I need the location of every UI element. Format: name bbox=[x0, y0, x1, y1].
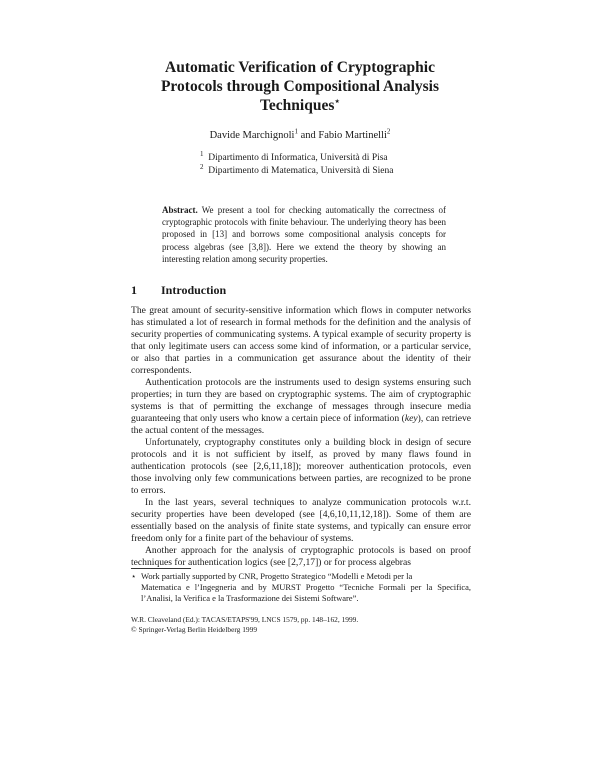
author-1-affil-ref: 1 bbox=[294, 127, 298, 136]
author-1-name: Davide Marchignoli bbox=[209, 130, 295, 141]
title-line-2: Protocols through Compositional Analysis bbox=[160, 78, 440, 95]
footnote bbox=[131, 571, 471, 604]
footnote-line-1 bbox=[131, 571, 471, 582]
section-heading-introduction bbox=[131, 283, 226, 298]
paragraph-3: Unfortunately, cryptography constitutes only a building block in design of secure protocols and it is not sufficient by itself, as proved by many flaws found in authentication protocols (see [2,6,11,18]); moreover authentication protocols, even those involving only few communications between parties, are recognized to be prone to errors. bbox=[131, 437, 471, 496]
footnote-rest: Matematica e l’Ingegneria and by MURST Progetto “Tecniche Formali per la Specifica, l’Analisi, la Verifica e la Trasformazione dei Sistemi Software”. bbox=[141, 582, 471, 603]
author-list bbox=[100, 127, 500, 141]
publication-imprint bbox=[131, 615, 471, 634]
footnote-marker: ⋆ bbox=[131, 571, 137, 581]
affiliation-2 bbox=[200, 162, 500, 178]
introduction-body bbox=[131, 305, 471, 569]
imprint-line-2: © Springer-Verlag Berlin Heidelberg 1999 bbox=[131, 624, 258, 634]
abstract-text: We present a tool for checking automatically the correctness of cryptographic protocols with finite behaviour. The underlying theory has been proposed in [13] and borrows some compositional analysis concepts for process algebras (see [3,8]). Here we extend the theory by showing an interesting relation among security properties. bbox=[162, 205, 446, 264]
author-2-name: Fabio Martinelli bbox=[318, 130, 387, 141]
title-line-1: Automatic Verification of Cryptographic bbox=[165, 59, 435, 76]
paragraph-2-key-term: key bbox=[404, 413, 418, 424]
paragraph-1: The great amount of security-sensitive information which flows in computer networks has stimulated a lot of research in formal methods for the definition and the analysis of security properties of communicating systems. A typical example of security property is that only legitimate users can access some kind of information, or a particular service, or also that parties in a communication get assurance about the identity of their correspondents. bbox=[131, 305, 471, 376]
abstract-label: Abstract. bbox=[162, 205, 198, 215]
footnote-line-1-text: Work partially supported by CNR, Progetto Strategico “Modelli e Metodi per la bbox=[141, 571, 413, 581]
paragraph-2 bbox=[131, 377, 471, 437]
affiliation-2-number: 2 bbox=[200, 162, 204, 171]
abstract bbox=[162, 204, 446, 265]
title-line-3 bbox=[100, 96, 500, 115]
affiliations bbox=[200, 149, 500, 178]
affiliation-1-text: Dipartimento di Informatica, Università di Pisa bbox=[208, 153, 388, 163]
affiliation-1-number: 1 bbox=[200, 149, 204, 158]
section-number: 1 bbox=[131, 283, 137, 297]
title-footnote-marker: ⋆ bbox=[334, 95, 340, 106]
paragraph-2-part-a: Authentication protocols are the instruments used to design systems ensuring such properties; in turn they are based on cryptographic systems. The aim of cryptographic systems is that of permitting the exchange of messages through insecure media guaranteeing that only users who know a certain piece of information ( bbox=[131, 377, 471, 424]
author-connector: and bbox=[300, 130, 316, 141]
author-2-affil-ref: 2 bbox=[386, 127, 391, 136]
section-title: Introduction bbox=[161, 283, 227, 297]
paragraph-4: In the last years, several techniques to analyze communication protocols w.r.t. security properties have been developed (see [4,6,10,11,12,18]). Some of them are essentially based on the analysis of finite state systems, and typically can ensure error freedom only for a finite part of the behaviour of systems. bbox=[131, 497, 471, 544]
paper-title bbox=[100, 58, 500, 115]
title-line-3-text: Techniques bbox=[259, 97, 335, 114]
imprint-line-1: W.R. Cleaveland (Ed.): TACAS/ETAPS'99, LNCS 1579, pp. 148–162, 1999. bbox=[131, 615, 359, 624]
footnote-separator bbox=[131, 568, 191, 569]
affiliation-1 bbox=[200, 149, 500, 165]
affiliation-2-text: Dipartimento di Matematica, Università di Siena bbox=[208, 166, 394, 176]
paragraph-2-part-b: ), can retrieve the actual content of the messages. bbox=[131, 413, 472, 436]
paragraph-5: Another approach for the analysis of cryptographic protocols is based on proof techniques for authentication logics (see [2,7,17]) or for process algebras bbox=[131, 545, 471, 568]
